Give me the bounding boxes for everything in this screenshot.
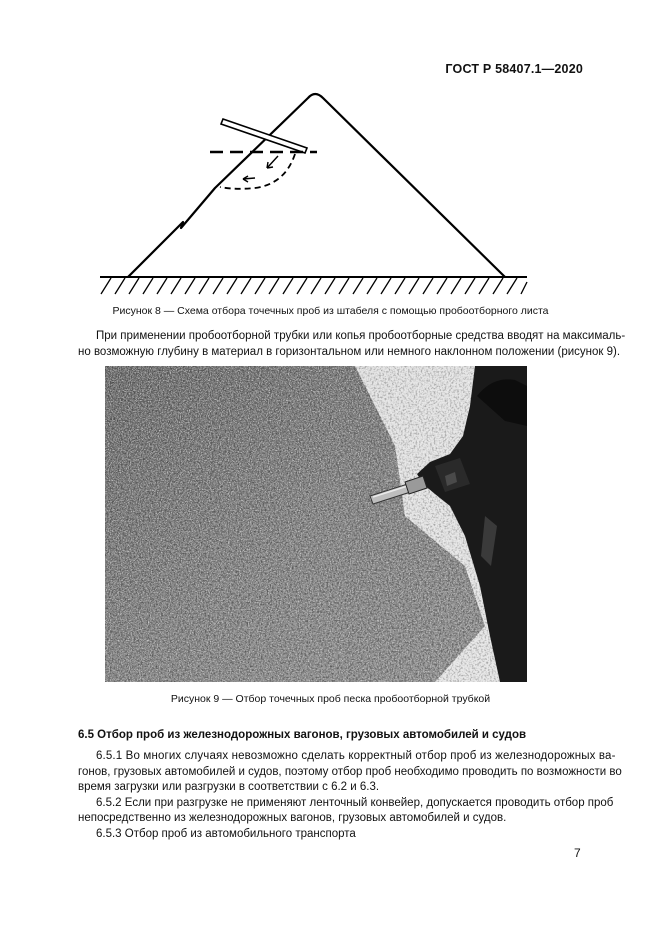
figure-8-caption: Рисунок 8 — Схема отбора точечных проб из штабеля с помощью пробоотборного листа — [112, 305, 549, 317]
paragraph-6-5-2-line-2: непосредственно из железнодорожных вагонов, грузовых автомобилей и судов. — [78, 812, 507, 825]
paragraph-6-5-1-line-2: гонов, грузовых автомобилей и судов, поэтому отбор проб необходимо проводить по возможности во — [78, 765, 622, 778]
sand-sampling-photo — [105, 366, 527, 682]
paragraph-6-5-3-line-1: 6.5.3 Отбор проб из автомобильного транспорта — [96, 827, 356, 840]
section-paragraphs — [78, 749, 622, 843]
paragraph-6-5-1-line-1: 6.5.1 Во многих случаях невозможно сделать корректный отбор проб из железнодорожных ва- — [96, 750, 616, 762]
figure-9-caption: Рисунок 9 — Отбор точечных проб песка пробоотборной трубкой — [170, 693, 491, 705]
paragraph-6-5-1-line-3: время загрузки или разгрузки в соответствии с 6.2 и 6.3. — [78, 781, 380, 794]
intro-line-1: При применении пробоотборной трубки или копья пробоотборные средства вводят на максималь- — [96, 330, 626, 342]
intro-line-2: но возможную глубину в материал в горизонтальном или немного наклонном положении (рисунок 9). — [78, 345, 621, 358]
ground-hatching — [101, 278, 527, 294]
document-code: ГОСТ Р 58407.1—2020 — [445, 62, 583, 76]
stockpile-outline — [128, 94, 505, 277]
section-heading: 6.5 Отбор проб из железнодорожных вагонов, грузовых автомобилей и судов — [78, 729, 527, 741]
intro-paragraph — [78, 329, 626, 360]
page-number: 7 — [574, 846, 581, 860]
stockpile-diagram — [95, 88, 535, 298]
direction-arrows — [243, 156, 278, 182]
sampling-sheet — [221, 119, 307, 153]
paragraph-6-5-2-line-1: 6.5.2 Если при разгрузке не применяют ленточный конвейер, допускается проводить отбор проб — [96, 796, 614, 809]
